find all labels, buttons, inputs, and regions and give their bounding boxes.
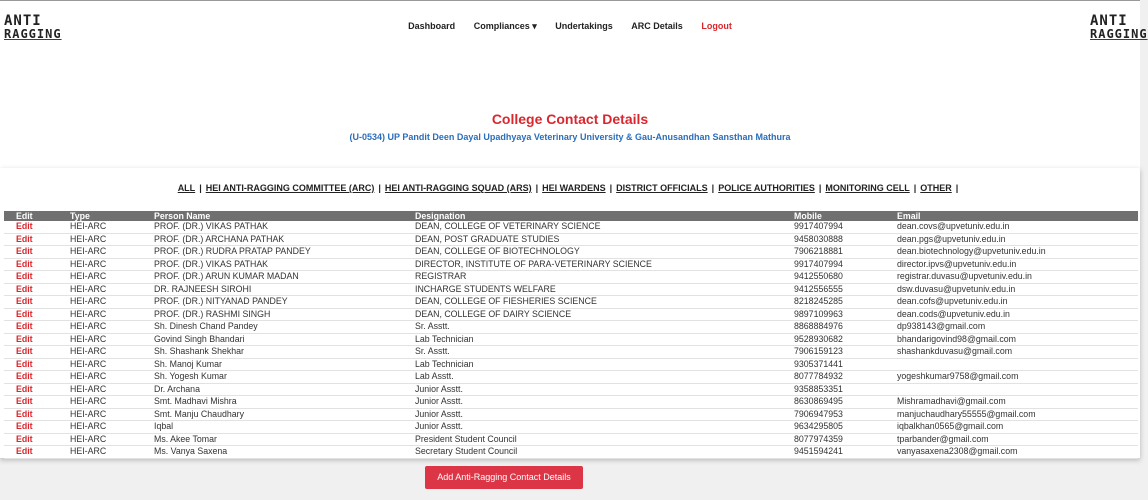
person-name-cell: DR. RAJNEESH SIROHI <box>152 283 413 296</box>
type-cell: HEI-ARC <box>68 283 152 296</box>
email-cell: dean.covs@upvetuniv.edu.in <box>895 221 1138 233</box>
designation-cell: DEAN, POST GRADUATE STUDIES <box>413 233 792 246</box>
filter-separator: | <box>378 183 381 193</box>
filter-separator: | <box>535 183 539 193</box>
edit-link[interactable]: Edit <box>4 296 68 309</box>
edit-link[interactable]: Edit <box>4 271 68 284</box>
designation-cell: DIRECTOR, INSTITUTE OF PARA-VETERINARY SCIENCE <box>413 258 792 271</box>
email-cell: tparbander@gmail.com <box>895 433 1138 446</box>
person-name-cell: Smt. Madhavi Mishra <box>152 396 413 409</box>
email-cell: director.ipvs@upvetuniv.edu.in <box>895 258 1138 271</box>
table-row <box>4 396 1138 409</box>
table-row <box>4 221 1138 233</box>
mobile-cell: 9634295805 <box>792 421 895 434</box>
filter-separator: | <box>955 183 959 193</box>
filter-link[interactable]: ALL <box>177 183 196 193</box>
type-cell: HEI-ARC <box>68 446 152 459</box>
col-header-email: Email <box>895 211 1138 221</box>
logo-text-bottom: RAGGING <box>1090 27 1148 41</box>
table-row <box>4 408 1138 421</box>
person-name-cell: Sh. Yogesh Kumar <box>152 371 413 384</box>
email-cell: iqbalkhan0565@gmail.com <box>895 421 1138 434</box>
table-row <box>4 421 1138 434</box>
designation-cell: Junior Asstt. <box>413 383 792 396</box>
type-cell: HEI-ARC <box>68 396 152 409</box>
logo-text-top: ANTI <box>1090 13 1128 29</box>
type-cell: HEI-ARC <box>68 333 152 346</box>
type-cell: HEI-ARC <box>68 308 152 321</box>
designation-cell: Sr. Asstt. <box>413 321 792 334</box>
mobile-cell: 8868884976 <box>792 321 895 334</box>
table-row <box>4 308 1138 321</box>
table-row <box>4 383 1138 396</box>
type-cell: HEI-ARC <box>68 296 152 309</box>
edit-link[interactable]: Edit <box>4 283 68 296</box>
add-contact-button[interactable]: Add Anti-Ragging Contact Details <box>425 466 583 489</box>
col-header-person-name: Person Name <box>152 211 413 221</box>
filter-link[interactable]: HEI WARDENS <box>542 183 606 193</box>
mobile-cell: 9917407994 <box>792 258 895 271</box>
table-row <box>4 358 1138 371</box>
person-name-cell: Sh. Shashank Shekhar <box>152 346 413 359</box>
mobile-cell: 9358853351 <box>792 383 895 396</box>
filter-link[interactable]: HEI ANTI-RAGGING COMMITTEE (ARC) <box>205 183 375 193</box>
email-cell: bhandarigovind98@gmail.com <box>895 333 1138 346</box>
category-filter-bar <box>0 183 1140 193</box>
type-cell: HEI-ARC <box>68 371 152 384</box>
type-cell: HEI-ARC <box>68 421 152 434</box>
edit-link[interactable]: Edit <box>4 346 68 359</box>
email-cell: registrar.duvasu@upvetuniv.edu.in <box>895 271 1138 284</box>
designation-cell: Junior Asstt. <box>413 408 792 421</box>
mobile-cell: 8218245285 <box>792 296 895 309</box>
table-row <box>4 258 1138 271</box>
table-row <box>4 446 1138 459</box>
mobile-cell: 8630869495 <box>792 396 895 409</box>
person-name-cell: PROF. (DR.) ARUN KUMAR MADAN <box>152 271 413 284</box>
email-cell: dean.cods@upvetuniv.edu.in <box>895 308 1138 321</box>
table-row <box>4 296 1138 309</box>
type-cell: HEI-ARC <box>68 346 152 359</box>
email-cell <box>895 358 1138 371</box>
type-cell: HEI-ARC <box>68 383 152 396</box>
designation-cell: Sr. Asstt. <box>413 346 792 359</box>
email-cell: dsw.duvasu@upvetuniv.edu.in <box>895 283 1138 296</box>
mobile-cell: 7906159123 <box>792 346 895 359</box>
edit-link[interactable]: Edit <box>4 358 68 371</box>
email-cell: dean.cofs@upvetuniv.edu.in <box>895 296 1138 309</box>
edit-link[interactable]: Edit <box>4 321 68 334</box>
edit-link[interactable]: Edit <box>4 258 68 271</box>
type-cell: HEI-ARC <box>68 258 152 271</box>
designation-cell: INCHARGE STUDENTS WELFARE <box>413 283 792 296</box>
person-name-cell: Dr. Archana <box>152 383 413 396</box>
edit-link[interactable]: Edit <box>4 408 68 421</box>
person-name-cell: Sh. Manoj Kumar <box>152 358 413 371</box>
email-cell: Mishramadhavi@gmail.com <box>895 396 1138 409</box>
designation-cell: REGISTRAR <box>413 271 792 284</box>
anti-ragging-logo-right[interactable] <box>1090 13 1148 43</box>
table-row <box>4 233 1138 246</box>
email-cell: dean.pgs@upvetuniv.edu.in <box>895 233 1138 246</box>
mobile-cell: 8077784932 <box>792 371 895 384</box>
designation-cell: Secretary Student Council <box>413 446 792 459</box>
filter-separator: | <box>711 183 715 193</box>
mobile-cell: 9451594241 <box>792 446 895 459</box>
designation-cell: DEAN, COLLEGE OF DAIRY SCIENCE <box>413 308 792 321</box>
designation-cell: DEAN, COLLEGE OF FIESHERIES SCIENCE <box>413 296 792 309</box>
person-name-cell: Sh. Dinesh Chand Pandey <box>152 321 413 334</box>
person-name-cell: PROF. (DR.) ARCHANA PATHAK <box>152 233 413 246</box>
mobile-cell: 8077974359 <box>792 433 895 446</box>
person-name-cell: PROF. (DR.) RASHMI SINGH <box>152 308 413 321</box>
edit-link[interactable]: Edit <box>4 371 68 384</box>
mobile-cell: 9305371441 <box>792 358 895 371</box>
page-title: College Contact Details <box>491 111 649 127</box>
type-cell: HEI-ARC <box>68 321 152 334</box>
table-row <box>4 321 1138 334</box>
type-cell: HEI-ARC <box>68 358 152 371</box>
designation-cell: DEAN, COLLEGE OF BIOTECHNOLOGY <box>413 246 792 259</box>
filter-separator: | <box>199 183 202 193</box>
type-cell: HEI-ARC <box>68 271 152 284</box>
logo-text-top: ANTI <box>4 13 42 29</box>
filter-link[interactable]: HEI ANTI-RAGGING SQUAD (ARS) <box>384 183 532 193</box>
logo-text-bottom: RAGGING <box>4 27 62 41</box>
filter-link[interactable]: MONITORING CELL <box>825 183 910 193</box>
type-cell: HEI-ARC <box>68 433 152 446</box>
nav-arc-details[interactable]: ARC Details <box>631 21 683 31</box>
edit-link[interactable]: Edit <box>4 233 68 246</box>
email-cell: shashankduvasu@gmail.com <box>895 346 1138 359</box>
filter-separator: | <box>818 183 822 193</box>
edit-link[interactable]: Edit <box>4 221 68 233</box>
mobile-cell: 9917407994 <box>792 221 895 233</box>
table-row <box>4 433 1138 446</box>
nav-logout[interactable]: Logout <box>701 21 732 31</box>
designation-cell: Lab Technician <box>413 333 792 346</box>
top-header <box>0 0 1148 168</box>
email-cell <box>895 383 1138 396</box>
edit-link[interactable]: Edit <box>4 446 68 459</box>
designation-cell: President Student Council <box>413 433 792 446</box>
edit-link[interactable]: Edit <box>4 433 68 446</box>
person-name-cell: PROF. (DR.) VIKAS PATHAK <box>152 258 413 271</box>
filter-link[interactable]: OTHER <box>920 183 952 193</box>
person-name-cell: Ms. Akee Tomar <box>152 433 413 446</box>
filter-link[interactable]: POLICE AUTHORITIES <box>718 183 815 193</box>
filter-separator: | <box>609 183 613 193</box>
nav-undertakings[interactable]: Undertakings <box>555 21 613 31</box>
edit-link[interactable]: Edit <box>4 421 68 434</box>
mobile-cell: 7906218881 <box>792 246 895 259</box>
main-nav <box>0 21 1140 32</box>
type-cell: HEI-ARC <box>68 408 152 421</box>
person-name-cell: PROF. (DR.) VIKAS PATHAK <box>152 221 413 233</box>
designation-cell: Lab Technician <box>413 358 792 371</box>
person-name-cell: PROF. (DR.) NITYANAD PANDEY <box>152 296 413 309</box>
person-name-cell: PROF. (DR.) RUDRA PRATAP PANDEY <box>152 246 413 259</box>
mobile-cell: 9412550680 <box>792 271 895 284</box>
filter-link[interactable]: DISTRICT OFFICIALS <box>616 183 708 193</box>
person-name-cell: Govind Singh Bhandari <box>152 333 413 346</box>
designation-cell: Junior Asstt. <box>413 421 792 434</box>
person-name-cell: Smt. Manju Chaudhary <box>152 408 413 421</box>
table-row <box>4 271 1138 284</box>
email-cell: manjuchaudhary55555@gmail.com <box>895 408 1138 421</box>
col-header-edit: Edit <box>4 211 68 221</box>
nav-compliances-dropdown[interactable]: Compliances ▾ <box>473 21 537 31</box>
designation-cell: DEAN, COLLEGE OF VETERINARY SCIENCE <box>413 221 792 233</box>
filter-separator: | <box>913 183 917 193</box>
mobile-cell: 7906947953 <box>792 408 895 421</box>
table-row <box>4 371 1138 384</box>
mobile-cell: 9412556555 <box>792 283 895 296</box>
college-subtitle: (U-0534) UP Pandit Deen Dayal Upadhyaya Veterinary University & Gau-Anusandhan Sansthan Mathura <box>349 132 791 142</box>
type-cell: HEI-ARC <box>68 233 152 246</box>
table-row <box>4 333 1138 346</box>
mobile-cell: 9528930682 <box>792 333 895 346</box>
mobile-cell: 9897109963 <box>792 308 895 321</box>
designation-cell: Lab Asstt. <box>413 371 792 384</box>
edit-link[interactable]: Edit <box>4 396 68 409</box>
edit-link[interactable]: Edit <box>4 333 68 346</box>
email-cell: yogeshkumar9758@gmail.com <box>895 371 1138 384</box>
designation-cell: Junior Asstt. <box>413 396 792 409</box>
table-row <box>4 346 1138 359</box>
col-header-mobile: Mobile <box>792 211 895 221</box>
edit-link[interactable]: Edit <box>4 308 68 321</box>
person-name-cell: Ms. Vanya Saxena <box>152 446 413 459</box>
table-row <box>4 283 1138 296</box>
col-header-type: Type <box>68 211 152 221</box>
col-header-designation: Designation <box>413 211 792 221</box>
nav-dashboard[interactable]: Dashboard <box>408 21 456 31</box>
contacts-table <box>4 211 1138 459</box>
email-cell: dp938143@gmail.com <box>895 321 1138 334</box>
type-cell: HEI-ARC <box>68 246 152 259</box>
type-cell: HEI-ARC <box>68 221 152 233</box>
mobile-cell: 9458030888 <box>792 233 895 246</box>
person-name-cell: Iqbal <box>152 421 413 434</box>
table-row <box>4 246 1138 259</box>
table-header-row <box>4 211 1138 221</box>
email-cell: dean.biotechnology@upvetuniv.edu.in <box>895 246 1138 259</box>
email-cell: vanyasaxena2308@gmail.com <box>895 446 1138 459</box>
edit-link[interactable]: Edit <box>4 383 68 396</box>
edit-link[interactable]: Edit <box>4 246 68 259</box>
